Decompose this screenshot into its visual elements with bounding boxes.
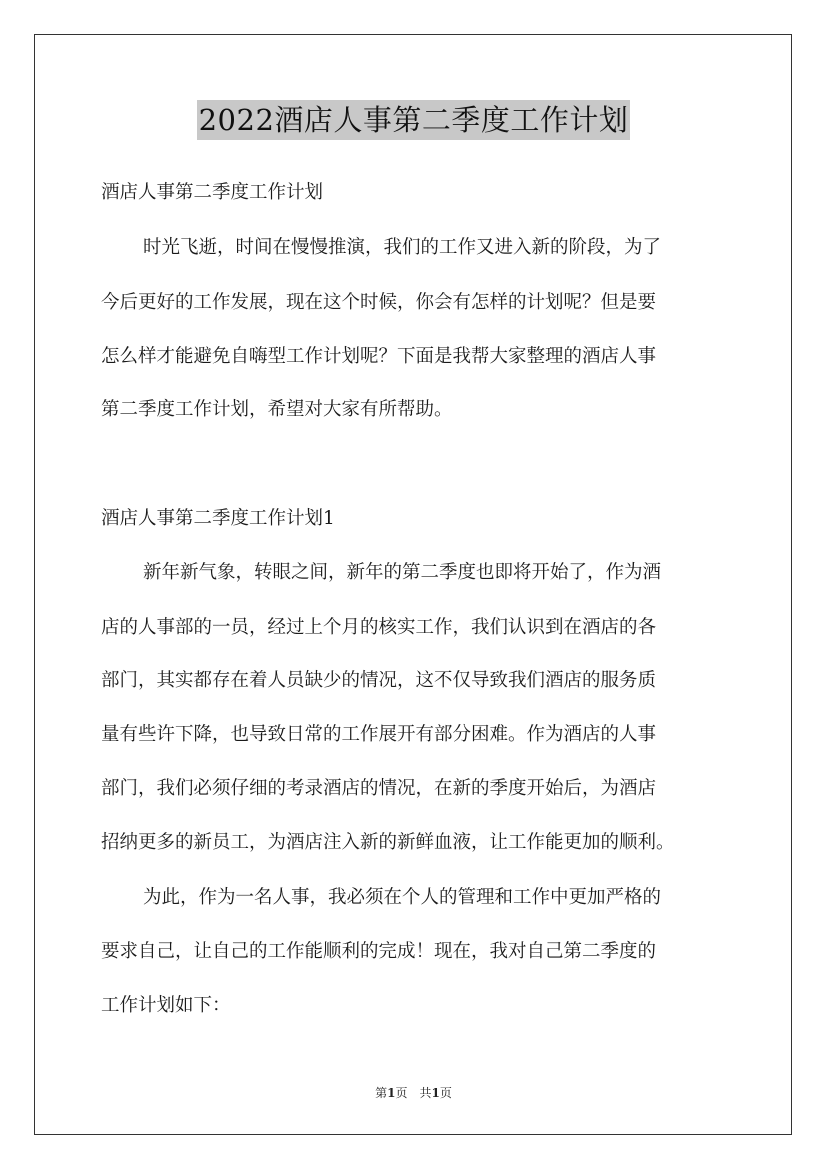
section1-p1-line-2: 店的人事部的一员，经过上个月的核实工作，我们认识到在酒店的各 (101, 617, 657, 638)
intro-line-3: 怎么样才能避免自嗨型工作计划呢？下面是我帮大家整理的酒店人事 (101, 346, 657, 367)
footer-prefix: 第 (375, 1086, 388, 1100)
intro-line-2: 今后更好的工作发展，现在这个时候，你会有怎样的计划呢？但是要 (101, 292, 657, 313)
page-footer (0, 1085, 827, 1101)
section1-p1-line-4: 量有些许下降，也导致日常的工作展开有部分困难。作为酒店的人事 (101, 724, 657, 745)
intro-line-1: 时光飞逝，时间在慢慢推演，我们的工作又进入新的阶段，为了 (143, 237, 662, 258)
footer-suffix: 页 (439, 1086, 452, 1100)
section1-p1-line-5: 部门，我们必须仔细的考录酒店的情况，在新的季度开始后，为酒店 (101, 778, 657, 799)
section1-heading: 酒店人事第二季度工作计划1 (101, 508, 335, 529)
title-wrap (0, 100, 827, 140)
footer-mid: 页 共 (395, 1086, 432, 1100)
section1-p1-line-1: 新年新气象，转眼之间，新年的第二季度也即将开始了，作为酒 (143, 562, 662, 583)
intro-heading: 酒店人事第二季度工作计划 (101, 182, 324, 203)
footer-total-pages: 1 (431, 1086, 440, 1100)
section1-p1-line-3: 部门，其实都存在着人员缺少的情况，这不仅导致我们酒店的服务质 (101, 670, 657, 691)
section1-p2-line-2: 要求自己，让自己的工作能顺利的完成！现在，我对自己第二季度的 (101, 941, 657, 962)
section1-p2-line-1: 为此，作为一名人事，我必须在个人的管理和工作中更加严格的 (143, 887, 662, 908)
document-title: 2022酒店人事第二季度工作计划 (197, 100, 631, 140)
footer-page-number: 1 (387, 1086, 396, 1100)
section1-p1-line-6: 招纳更多的新员工，为酒店注入新的新鲜血液，让工作能更加的顺利。 (101, 832, 675, 853)
intro-line-4: 第二季度工作计划，希望对大家有所帮助。 (101, 399, 453, 420)
section1-p2-line-3: 工作计划如下： (101, 995, 231, 1016)
